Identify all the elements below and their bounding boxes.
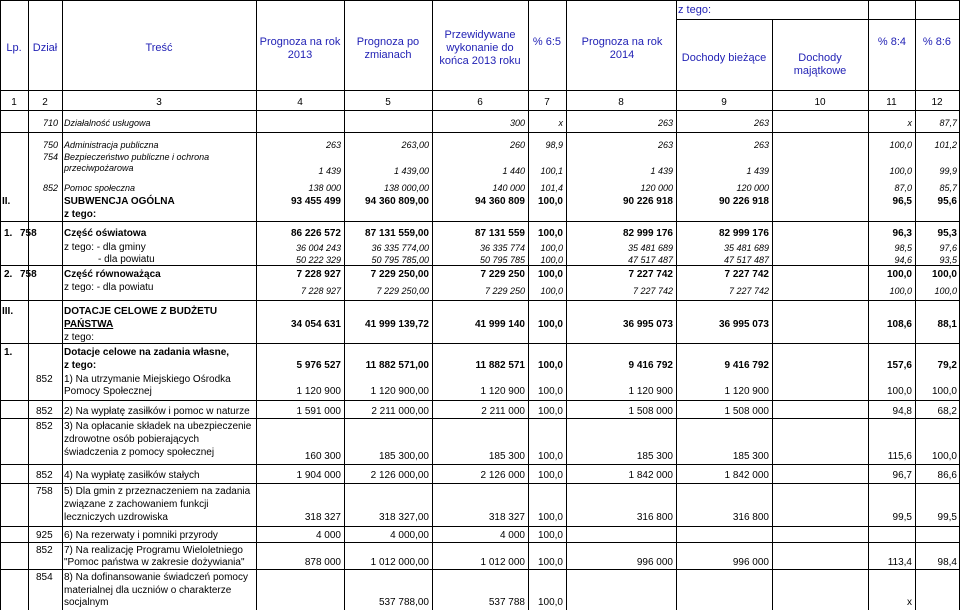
name-cell: DOTACJE CELOWE Z BUDŻETU bbox=[64, 306, 218, 317]
dzial-cell: 854 bbox=[36, 572, 53, 583]
cell-c6: 260 bbox=[509, 140, 525, 150]
header-lp: Lp. bbox=[6, 42, 22, 54]
cell-c9: 1 439 bbox=[746, 166, 769, 176]
cell-c8: 1 439 bbox=[650, 166, 673, 176]
cell-c6: 11 882 571 bbox=[475, 360, 525, 371]
name-cell-line2: PAŃSTWA bbox=[64, 319, 114, 330]
col-border bbox=[28, 0, 29, 610]
cell-c7: 100,0 bbox=[537, 512, 563, 523]
colnum: 8 bbox=[618, 97, 624, 108]
cell-c4: 5 976 527 bbox=[296, 360, 341, 371]
cell-c7: 100,1 bbox=[540, 166, 563, 176]
cell-c11: 99,5 bbox=[892, 512, 912, 523]
cell-c6: 87 131 559 bbox=[474, 228, 525, 239]
cell-c6: 318 327 bbox=[488, 512, 525, 523]
cell-c6: 140 000 bbox=[492, 183, 525, 193]
cell-c8: 90 226 918 bbox=[622, 196, 673, 207]
dzial-cell: 852 bbox=[36, 406, 53, 417]
cell-c5: 318 327,00 bbox=[378, 512, 429, 523]
header-tresc: Treść bbox=[145, 42, 173, 54]
colnum: 4 bbox=[297, 97, 303, 108]
cell-c7: 100,0 bbox=[540, 243, 563, 253]
name-cell: SUBWENCJA OGÓLNA bbox=[64, 196, 175, 207]
cell-c8: 9 416 792 bbox=[628, 360, 673, 371]
cell-c12: 100,0 bbox=[931, 269, 957, 280]
cell-c6: 1 120 900 bbox=[480, 386, 525, 397]
name-cell-line2: "Pomoc państwa w zakresie dożywiania" bbox=[64, 557, 245, 568]
cell-c12: 95,6 bbox=[937, 196, 957, 207]
name-cell: 4) Na wypłatę zasiłków stałych bbox=[64, 470, 200, 481]
dzial-cell: 710 bbox=[42, 118, 58, 128]
cell-c12: 95,3 bbox=[937, 228, 957, 239]
cell-c12: 97,6 bbox=[939, 243, 957, 253]
cell-c6: 94 360 809 bbox=[474, 196, 525, 207]
row-divider bbox=[0, 542, 960, 543]
header-z-tego: z tego: bbox=[678, 4, 712, 16]
cell-c6: 50 795 785 bbox=[479, 255, 525, 265]
cell-c8: 185 300 bbox=[636, 451, 673, 462]
row-divider bbox=[0, 526, 960, 527]
cell-c7: 100,0 bbox=[537, 470, 563, 481]
header-bottom-line bbox=[0, 90, 960, 91]
cell-c12: 99,5 bbox=[937, 512, 957, 523]
name-cell-line2: zdrowotne osób pobierających bbox=[64, 434, 200, 445]
cell-c5: 263,00 bbox=[401, 140, 429, 150]
dzial-cell: 852 bbox=[36, 470, 53, 481]
cell-c8: 1 508 000 bbox=[628, 406, 673, 417]
name-cell: 1) Na utrzymanie Miejskiego Ośrodka bbox=[64, 374, 231, 385]
cell-c6: 36 335 774 bbox=[479, 243, 525, 253]
name-cell-line3: leczniczych uzdrowiska bbox=[64, 512, 168, 523]
cell-c5: 2 211 000,00 bbox=[371, 406, 429, 417]
lp-cell: II. bbox=[2, 196, 11, 207]
cell-c8: 1 842 000 bbox=[628, 470, 673, 481]
cell-c9: 9 416 792 bbox=[724, 360, 769, 371]
name-cell: z tego: - dla powiatu bbox=[64, 282, 154, 293]
cell-c8: 996 000 bbox=[636, 557, 673, 568]
z-tego-label: z tego: bbox=[64, 332, 95, 343]
cell-c4: 318 327 bbox=[304, 512, 341, 523]
cell-c11: 100,0 bbox=[886, 269, 912, 280]
cell-c8: 1 120 900 bbox=[628, 386, 673, 397]
cell-c4: 1 439 bbox=[318, 166, 341, 176]
lp-cell: 1. bbox=[4, 347, 13, 358]
cell-c5: 87 131 559,00 bbox=[365, 228, 429, 239]
row-divider bbox=[0, 132, 960, 133]
cell-c12: 87,7 bbox=[939, 118, 957, 128]
cell-c7: 100,0 bbox=[537, 557, 563, 568]
dzial-cell: 852 bbox=[36, 374, 53, 385]
header-przewidywane: Przewidywane wykonanie do końca 2013 roku bbox=[439, 29, 521, 67]
header-subline bbox=[676, 19, 960, 20]
colnum-bottom-line bbox=[0, 110, 960, 111]
cell-c6: 185 300 bbox=[488, 451, 525, 462]
header-prognoza-2014: Prognoza na rok 2014 bbox=[581, 36, 663, 61]
cell-c5: 36 335 774,00 bbox=[371, 243, 429, 253]
dzial-cell: 852 bbox=[36, 545, 53, 556]
name-cell: Administracja publiczna bbox=[64, 140, 159, 150]
cell-c11: 100,0 bbox=[889, 286, 912, 296]
cell-c8: 316 800 bbox=[636, 512, 673, 523]
cell-c4: 36 004 243 bbox=[295, 243, 341, 253]
name-cell-line3: świadczenia z pomocy społecznej bbox=[64, 447, 215, 458]
cell-c4: 263 bbox=[325, 140, 341, 150]
name-cell-line3: socjalnym bbox=[64, 597, 109, 608]
cell-c9: 35 481 689 bbox=[723, 243, 769, 253]
cell-c12: 79,2 bbox=[937, 360, 957, 371]
header-prognoza-po-zmianach: Prognoza po zmianach bbox=[356, 36, 420, 61]
cell-c8: 120 000 bbox=[640, 183, 673, 193]
name-cell-line2: przeciwpożarowa bbox=[64, 163, 134, 173]
row-divider bbox=[0, 483, 960, 484]
colnum: 5 bbox=[385, 97, 391, 108]
name-cell-line2: materialnej dla uczniów o charakterze bbox=[64, 585, 232, 596]
cell-c7: 101,4 bbox=[540, 183, 563, 193]
cell-c4: 1 904 000 bbox=[296, 470, 341, 481]
name-cell: - dla powiatu bbox=[98, 254, 155, 265]
cell-c6: 4 000 bbox=[499, 530, 525, 541]
cell-c9: 1 120 900 bbox=[724, 386, 769, 397]
cell-c7: 100,0 bbox=[537, 319, 563, 330]
cell-c9: 7 227 742 bbox=[724, 269, 769, 280]
cell-c7: 100,0 bbox=[537, 360, 563, 371]
cell-c11: x bbox=[907, 597, 912, 608]
cell-c5: 1 439,00 bbox=[393, 166, 429, 176]
cell-c11: 96,3 bbox=[892, 228, 912, 239]
cell-c5: 7 229 250,00 bbox=[370, 269, 429, 280]
dzial-cell: 758 bbox=[20, 228, 37, 239]
header-dochody-biezace: Dochody bieżące bbox=[681, 52, 767, 64]
cell-c9: 316 800 bbox=[732, 512, 769, 523]
colnum: 6 bbox=[477, 97, 483, 108]
dzial-cell: 750 bbox=[42, 140, 58, 150]
cell-c5: 2 126 000,00 bbox=[370, 470, 429, 481]
col-border bbox=[0, 0, 1, 610]
cell-c8: 36 995 073 bbox=[622, 319, 673, 330]
cell-c6: 2 126 000 bbox=[480, 470, 525, 481]
cell-c7: 100,0 bbox=[537, 228, 563, 239]
name-cell-line2: z tego: bbox=[64, 360, 97, 371]
cell-c8: 7 227 742 bbox=[628, 269, 673, 280]
name-cell: Działalność usługowa bbox=[64, 118, 151, 128]
dzial-cell: 754 bbox=[42, 152, 58, 162]
colnum: 12 bbox=[931, 97, 943, 108]
cell-c5: 1 120 900,00 bbox=[370, 386, 429, 397]
colnum: 11 bbox=[886, 97, 897, 108]
cell-c7: 98,9 bbox=[545, 140, 563, 150]
cell-c4: 34 054 631 bbox=[290, 319, 341, 330]
cell-c7: 100,0 bbox=[537, 269, 563, 280]
cell-c7: 100,0 bbox=[537, 406, 563, 417]
cell-c4: 86 226 572 bbox=[290, 228, 341, 239]
name-cell: Część równoważąca bbox=[64, 269, 161, 280]
row-divider bbox=[0, 400, 960, 401]
dzial-cell: 758 bbox=[20, 269, 37, 280]
cell-c11: 98,5 bbox=[894, 243, 912, 253]
row-divider bbox=[0, 569, 960, 570]
header-dzial: Dział bbox=[32, 42, 58, 54]
cell-c6: 1 012 000 bbox=[480, 557, 525, 568]
header-prognoza-2013: Prognoza na rok 2013 bbox=[259, 36, 341, 61]
cell-c11: x bbox=[907, 118, 912, 128]
cell-c6: 7 229 250 bbox=[480, 269, 525, 280]
colnum: 7 bbox=[544, 97, 550, 108]
name-cell: 8) Na dofinansowanie świadczeń pomocy bbox=[64, 572, 248, 583]
cell-c9: 263 bbox=[753, 118, 769, 128]
cell-c6: 2 211 000 bbox=[481, 406, 525, 417]
cell-c8: 47 517 487 bbox=[627, 255, 673, 265]
cell-c6: 300 bbox=[509, 118, 525, 128]
cell-c12: 100,0 bbox=[931, 386, 957, 397]
cell-c11: 113,4 bbox=[887, 557, 912, 568]
cell-c4: 50 222 329 bbox=[295, 255, 341, 265]
lp-cell: III. bbox=[2, 306, 14, 317]
cell-c5: 7 229 250,00 bbox=[376, 286, 429, 296]
cell-c11: 96,7 bbox=[892, 470, 912, 481]
name-cell: Część oświatowa bbox=[64, 228, 147, 239]
row-divider bbox=[0, 343, 960, 344]
cell-c11: 100,0 bbox=[889, 166, 912, 176]
cell-c11: 157,6 bbox=[886, 360, 912, 371]
cell-c11: 96,5 bbox=[892, 196, 912, 207]
cell-c4: 93 455 499 bbox=[290, 196, 341, 207]
cell-c11: 94,8 bbox=[892, 406, 912, 417]
name-cell: z tego: - dla gminy bbox=[64, 242, 146, 253]
dzial-cell: 925 bbox=[36, 530, 53, 541]
lp-cell: 2. bbox=[4, 269, 13, 280]
colnum: 10 bbox=[814, 97, 826, 108]
cell-c12: 68,2 bbox=[937, 406, 957, 417]
cell-c11: 94,6 bbox=[894, 255, 912, 265]
cell-c4: 160 300 bbox=[304, 451, 341, 462]
cell-c5: 1 012 000,00 bbox=[370, 557, 429, 568]
cell-c4: 138 000 bbox=[308, 183, 341, 193]
cell-c5: 138 000,00 bbox=[383, 183, 429, 193]
cell-c6: 1 440 bbox=[502, 166, 525, 176]
cell-c6: 537 788 bbox=[488, 597, 525, 608]
cell-c11: 87,0 bbox=[894, 183, 912, 193]
cell-c4: 4 000 bbox=[315, 530, 341, 541]
cell-c9: 47 517 487 bbox=[723, 255, 769, 265]
cell-c9: 185 300 bbox=[732, 451, 769, 462]
cell-c12: 101,2 bbox=[934, 140, 957, 150]
row-divider bbox=[0, 221, 960, 222]
cell-c12: 85,7 bbox=[939, 183, 957, 193]
name-cell: 7) Na realizację Programu Wieloletniego bbox=[64, 545, 243, 556]
cell-c12: 100,0 bbox=[931, 451, 957, 462]
header-pct-84: % 8:4 bbox=[877, 36, 907, 48]
cell-c12: 98,4 bbox=[937, 557, 957, 568]
cell-c12: 86,6 bbox=[937, 470, 957, 481]
cell-c5: 537 788,00 bbox=[378, 597, 429, 608]
dzial-cell: 758 bbox=[36, 486, 53, 497]
cell-c5: 185 300,00 bbox=[378, 451, 429, 462]
cell-c12: 100,0 bbox=[934, 286, 957, 296]
cell-c4: 1 591 000 bbox=[296, 406, 341, 417]
row-divider bbox=[0, 464, 960, 465]
cell-c11: 100,0 bbox=[886, 386, 912, 397]
cell-c12: 88,1 bbox=[937, 319, 957, 330]
header-pct-65: % 6:5 bbox=[532, 36, 562, 48]
lp-cell: 1. bbox=[4, 228, 13, 239]
cell-c6: 41 999 140 bbox=[474, 319, 525, 330]
cell-c6: 7 229 250 bbox=[484, 286, 525, 296]
header-dochody-majatkowe: Dochody majątkowe bbox=[793, 52, 847, 77]
cell-c8: 82 999 176 bbox=[622, 228, 673, 239]
cell-c5: 11 882 571,00 bbox=[365, 360, 429, 371]
name-cell: 6) Na rezerwaty i pomniki przyrody bbox=[64, 530, 218, 541]
cell-c7: 100,0 bbox=[537, 530, 563, 541]
cell-c9: 7 227 742 bbox=[728, 286, 769, 296]
cell-c11: 115,6 bbox=[887, 451, 912, 462]
cell-c9: 36 995 073 bbox=[718, 319, 769, 330]
cell-c8: 263 bbox=[657, 118, 673, 128]
row-divider bbox=[0, 418, 960, 419]
cell-c8: 35 481 689 bbox=[627, 243, 673, 253]
cell-c9: 996 000 bbox=[732, 557, 769, 568]
colnum: 3 bbox=[156, 97, 162, 108]
name-cell: 5) Dla gmin z przeznaczeniem na zadania bbox=[64, 486, 251, 497]
cell-c7: 100,0 bbox=[537, 451, 563, 462]
cell-c7: 100,0 bbox=[537, 386, 563, 397]
header-pct-86: % 8:6 bbox=[922, 36, 952, 48]
cell-c5: 94 360 809,00 bbox=[365, 196, 429, 207]
cell-c5: 41 999 139,72 bbox=[365, 319, 429, 330]
dzial-cell: 852 bbox=[36, 421, 53, 432]
cell-c11: 100,0 bbox=[889, 140, 912, 150]
cell-c7: x bbox=[558, 118, 563, 128]
name-cell-line2: Pomocy Społecznej bbox=[64, 386, 152, 397]
cell-c5: 4 000,00 bbox=[390, 530, 429, 541]
cell-c9: 1 842 000 bbox=[724, 470, 769, 481]
colnum: 2 bbox=[42, 97, 48, 108]
col-border bbox=[62, 0, 63, 610]
cell-c9: 120 000 bbox=[736, 183, 769, 193]
z-tego-label: z tego: bbox=[64, 209, 97, 220]
cell-c9: 1 508 000 bbox=[724, 406, 769, 417]
colnum: 9 bbox=[721, 97, 727, 108]
name-cell: Pomoc społeczna bbox=[64, 183, 136, 193]
cell-c8: 263 bbox=[657, 140, 673, 150]
cell-c9: 90 226 918 bbox=[718, 196, 769, 207]
cell-c7: 100,0 bbox=[537, 196, 563, 207]
cell-c4: 1 120 900 bbox=[296, 386, 341, 397]
name-cell: Bezpieczeństwo publiczne i ochrona bbox=[64, 152, 210, 162]
cell-c8: 7 227 742 bbox=[632, 286, 673, 296]
cell-c5: 50 795 785,00 bbox=[371, 255, 429, 265]
cell-c7: 100,0 bbox=[537, 597, 563, 608]
cell-c7: 100,0 bbox=[540, 255, 563, 265]
name-cell: Dotacje celowe na zadania własne, bbox=[64, 347, 230, 358]
colnum: 1 bbox=[11, 97, 17, 108]
cell-c4: 7 228 927 bbox=[300, 286, 341, 296]
cell-c4: 878 000 bbox=[304, 557, 341, 568]
row-divider bbox=[0, 300, 960, 301]
name-cell: 3) Na opłacanie składek na ubezpieczenie bbox=[64, 421, 252, 432]
table-border-top bbox=[0, 0, 960, 1]
cell-c11: 108,6 bbox=[886, 319, 912, 330]
name-cell-line2: związane z zachowaniem funkcji bbox=[64, 499, 209, 510]
cell-c4: 7 228 927 bbox=[296, 269, 341, 280]
name-cell: 2) Na wypłatę zasiłków i pomoc w naturze bbox=[64, 406, 250, 417]
cell-c12: 99,9 bbox=[939, 166, 957, 176]
cell-c9: 263 bbox=[753, 140, 769, 150]
dzial-cell: 852 bbox=[42, 183, 58, 193]
cell-c9: 82 999 176 bbox=[718, 228, 769, 239]
cell-c12: 93,5 bbox=[939, 255, 957, 265]
cell-c7: 100,0 bbox=[540, 286, 563, 296]
